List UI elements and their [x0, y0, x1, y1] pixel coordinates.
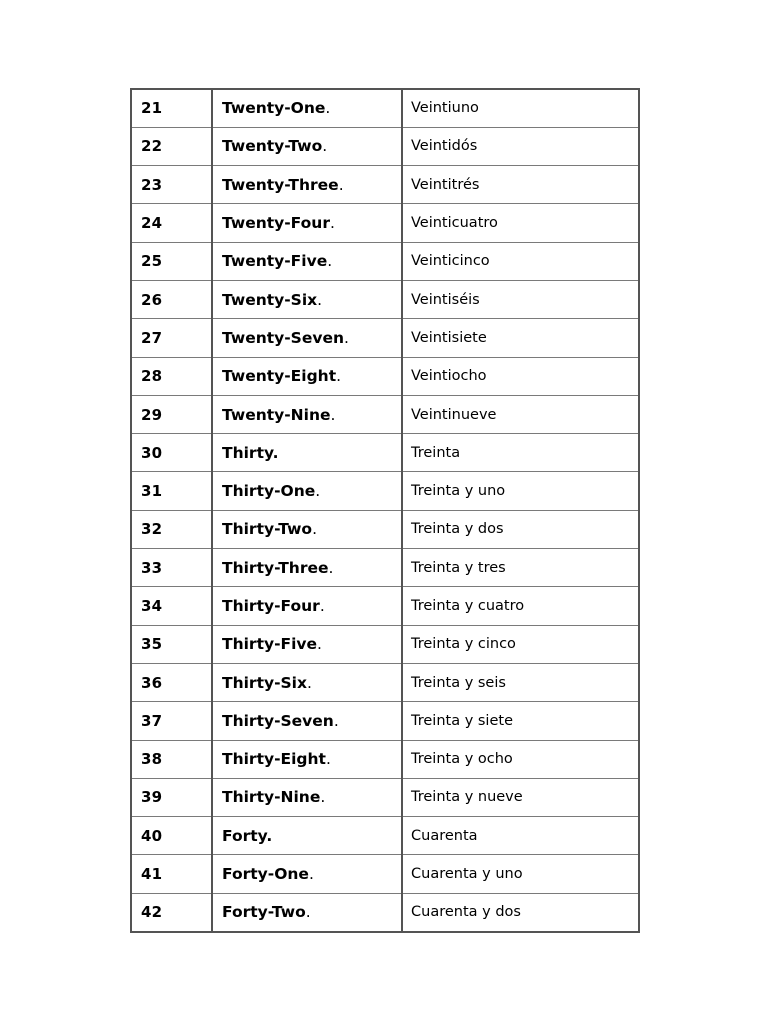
- table-row: [131, 319, 639, 357]
- cell-spanish: Treinta: [402, 434, 639, 472]
- cell-number: 28: [131, 357, 212, 395]
- english-word: Forty: [222, 826, 267, 845]
- english-word: Forty-One: [222, 865, 309, 884]
- cell-spanish: Veintinueve: [402, 395, 639, 433]
- table-row: [131, 434, 639, 472]
- english-period: .: [308, 865, 314, 884]
- cell-english: [212, 855, 402, 893]
- cell-english: [212, 549, 402, 587]
- table-row: [131, 472, 639, 510]
- english-word: Twenty-Nine: [222, 405, 331, 424]
- cell-number: 31: [131, 472, 212, 510]
- english-word: Thirty-Three: [222, 558, 329, 577]
- english-word: Twenty-Eight: [222, 367, 337, 386]
- english-period: .: [327, 252, 333, 271]
- cell-number: 40: [131, 817, 212, 855]
- cell-english: [212, 280, 402, 318]
- cell-spanish: Treinta y seis: [402, 663, 639, 701]
- table-body: [131, 89, 639, 932]
- cell-english: [212, 166, 402, 204]
- cell-spanish: Treinta y ocho: [402, 740, 639, 778]
- cell-number: 21: [131, 89, 212, 127]
- english-word: Thirty-Six: [222, 673, 307, 692]
- english-period: .: [325, 99, 331, 118]
- cell-english: [212, 702, 402, 740]
- cell-english: [212, 395, 402, 433]
- english-period: .: [329, 214, 335, 233]
- cell-number: 32: [131, 510, 212, 548]
- english-word: Twenty-Two: [222, 137, 323, 156]
- english-period: .: [317, 290, 323, 309]
- numbers-translation-table: [130, 88, 640, 933]
- cell-english: [212, 434, 402, 472]
- english-word: Twenty-One: [222, 99, 326, 118]
- cell-spanish: Veintidós: [402, 127, 639, 165]
- english-period: .: [344, 328, 349, 347]
- english-word: Thirty-One: [222, 482, 316, 501]
- cell-spanish: Treinta y dos: [402, 510, 639, 548]
- english-period: .: [317, 635, 322, 654]
- english-word: Twenty-Five: [222, 252, 328, 271]
- english-word: Thirty-Five: [222, 635, 318, 654]
- english-period: .: [336, 367, 342, 386]
- cell-number: 33: [131, 549, 212, 587]
- cell-number: 38: [131, 740, 212, 778]
- cell-spanish: Veintisiete: [402, 319, 639, 357]
- cell-number: 27: [131, 319, 212, 357]
- cell-number: 35: [131, 625, 212, 663]
- cell-number: 41: [131, 855, 212, 893]
- cell-english: [212, 625, 402, 663]
- cell-spanish: Veintiséis: [402, 280, 639, 318]
- cell-number: 26: [131, 280, 212, 318]
- cell-english: [212, 740, 402, 778]
- cell-number: 36: [131, 663, 212, 701]
- cell-spanish: Treinta y tres: [402, 549, 639, 587]
- cell-spanish: Treinta y uno: [402, 472, 639, 510]
- english-period: .: [312, 520, 318, 539]
- english-period: .: [333, 711, 339, 730]
- cell-spanish: Veintiuno: [402, 89, 639, 127]
- cell-english: [212, 127, 402, 165]
- cell-english: [212, 242, 402, 280]
- cell-english: [212, 472, 402, 510]
- table-row: [131, 510, 639, 548]
- cell-spanish: Veinticinco: [402, 242, 639, 280]
- cell-spanish: Cuarenta: [402, 817, 639, 855]
- table-row: [131, 280, 639, 318]
- english-word: Thirty-Seven: [222, 711, 334, 730]
- english-word: Twenty-Three: [222, 175, 339, 194]
- english-period: .: [338, 175, 344, 194]
- english-word: Thirty-Four: [222, 597, 320, 615]
- table-row: [131, 166, 639, 204]
- cell-english: [212, 663, 402, 701]
- table-row: [131, 817, 639, 855]
- table-row: [131, 242, 639, 280]
- cell-spanish: Treinta y siete: [402, 702, 639, 740]
- cell-english: [212, 778, 402, 816]
- table-row: [131, 663, 639, 701]
- cell-number: 30: [131, 434, 212, 472]
- table-row: [131, 893, 639, 931]
- english-word: Forty-Two: [222, 903, 306, 922]
- cell-number: 34: [131, 587, 212, 625]
- english-period: .: [315, 482, 321, 501]
- english-word: Twenty-Four: [222, 214, 330, 233]
- english-period: .: [325, 750, 331, 769]
- cell-english: [212, 587, 402, 625]
- cell-number: 22: [131, 127, 212, 165]
- cell-number: 42: [131, 893, 212, 931]
- english-word: Thirty-Eight: [222, 750, 326, 769]
- cell-english: [212, 510, 402, 548]
- cell-english: [212, 89, 402, 127]
- english-word: Thirty-Nine: [222, 788, 321, 807]
- cell-english: [212, 893, 402, 931]
- english-period: .: [330, 405, 336, 424]
- english-period: .: [322, 137, 328, 156]
- table-row: [131, 357, 639, 395]
- table-row: [131, 127, 639, 165]
- english-word: Thirty-Two: [222, 520, 313, 539]
- cell-spanish: Treinta y cinco: [402, 625, 639, 663]
- cell-spanish: Veinticuatro: [402, 204, 639, 242]
- english-period: .: [320, 788, 326, 807]
- cell-spanish: Veintiocho: [402, 357, 639, 395]
- english-period: .: [305, 903, 311, 922]
- cell-number: 29: [131, 395, 212, 433]
- cell-number: 25: [131, 242, 212, 280]
- english-period: .: [328, 558, 334, 577]
- table-row: [131, 778, 639, 816]
- english-period: .: [266, 826, 273, 845]
- cell-spanish: Treinta y cuatro: [402, 587, 639, 625]
- cell-spanish: Veintitrés: [402, 166, 639, 204]
- table-row: [131, 395, 639, 433]
- cell-spanish: Cuarenta y uno: [402, 855, 639, 893]
- english-period: .: [307, 673, 312, 692]
- cell-number: 24: [131, 204, 212, 242]
- table-row: [131, 855, 639, 893]
- cell-number: 23: [131, 166, 212, 204]
- table-row: [131, 587, 639, 625]
- cell-number: 39: [131, 778, 212, 816]
- table-row: [131, 204, 639, 242]
- cell-english: [212, 817, 402, 855]
- table-row: [131, 625, 639, 663]
- cell-spanish: Cuarenta y dos: [402, 893, 639, 931]
- english-word: Thirty: [222, 443, 273, 462]
- english-word: Twenty-Six: [222, 290, 318, 309]
- cell-english: [212, 319, 402, 357]
- cell-number: 37: [131, 702, 212, 740]
- cell-spanish: Treinta y nueve: [402, 778, 639, 816]
- english-period: .: [319, 597, 325, 615]
- table-row: [131, 740, 639, 778]
- table-row: [131, 89, 639, 127]
- english-period: .: [272, 443, 279, 462]
- english-word: Twenty-Seven: [222, 328, 345, 347]
- table-row: [131, 549, 639, 587]
- table-row: [131, 702, 639, 740]
- cell-english: [212, 204, 402, 242]
- cell-english: [212, 357, 402, 395]
